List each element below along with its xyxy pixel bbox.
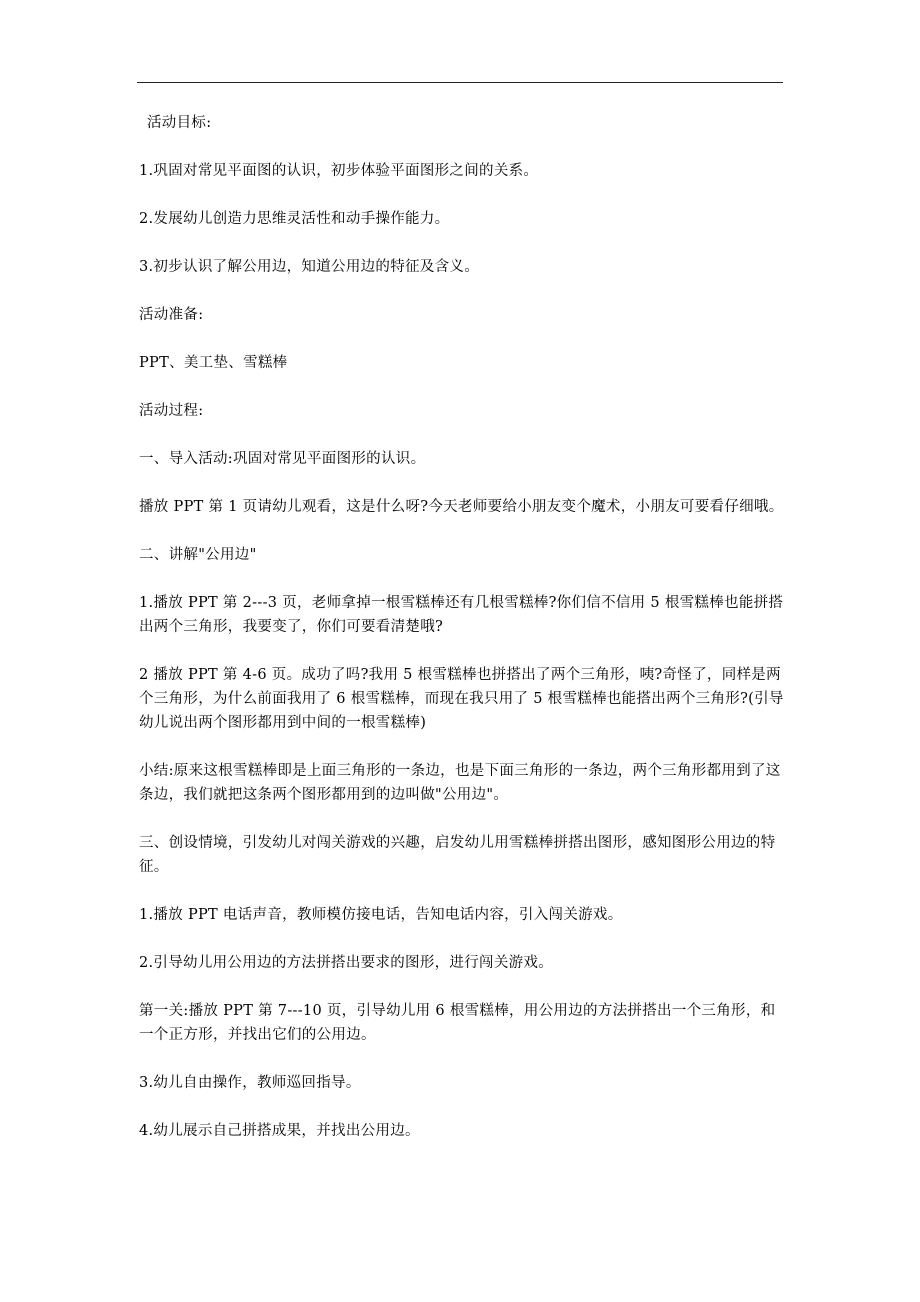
section-1-heading: 一、导入活动:巩固对常见平面图形的认识。 [139,451,426,467]
section-3-heading: 三、创设情境，引发幼儿对闯关游戏的兴趣，启发幼儿用雪糕棒拼搭出图形，感知图形公用边的特征。 [139,835,776,875]
section-3-step-3: 3.幼儿自由操作，教师巡回指导。 [139,1075,361,1091]
section-2-step-1: 1.播放 PPT 第 2---3 页，老师拿掉一根雪糕棒还有几根雪糕棒?你们信不信用 5 根雪糕棒也能拼搭出两个三角形，我要变了，你们可要看清楚哦? [139,595,784,635]
section-2-heading: 二、讲解"公用边" [139,547,257,563]
section-3-level-1: 第一关:播放 PPT 第 7---10 页，引导幼儿用 6 根雪糕棒，用公用边的方法拼搭出一个三角形，和一个正方形，并找出它们的公用边。 [139,1003,776,1043]
document-body [139,111,784,1167]
section-3-step-4: 4.幼儿展示自己拼搭成果，并找出公用边。 [139,1123,420,1139]
goal-item-3: 3.初步认识了解公用边，知道公用边的特征及含义。 [139,259,480,275]
heading-activity-preparation: 活动准备: [139,307,204,323]
section-3-step-1: 1.播放 PPT 电话声音，教师模仿接电话，告知电话内容，引入闯关游戏。 [139,907,623,923]
preparation-materials: PPT、美工垫、雪糕棒 [139,355,288,371]
section-2-step-2: 2 播放 PPT 第 4-6 页。成功了吗?我用 5 根雪糕棒也拼搭出了两个三角形，咦?奇怪了，同样是两个三角形，为什么前面我用了 6 根雪糕棒，而现在我只用了 5 根雪糕棒也能搭出两个三角形?(引导幼儿说出两个图形都用到中间的一根雪糕棒) [139,667,784,731]
section-3-step-2: 2.引导幼儿用公用边的方法拼搭出要求的图形，进行闯关游戏。 [139,955,554,971]
goal-item-2: 2.发展幼儿创造力思维灵活性和动手操作能力。 [139,211,450,227]
heading-activity-goals: 活动目标: [147,115,212,131]
header-rule [137,82,783,83]
heading-activity-process: 活动过程: [139,403,204,419]
section-1-text: 播放 PPT 第 1 页请幼儿观看，这是什么呀?今天老师要给小朋友变个魔术，小朋友可要看仔细哦。 [139,499,784,515]
goal-item-1: 1.巩固对常见平面图的认识，初步体验平面图形之间的关系。 [139,163,539,179]
section-2-summary: 小结:原来这根雪糕棒即是上面三角形的一条边，也是下面三角形的一条边，两个三角形都用到了这条边，我们就把这条两个图形都用到的边叫做"公用边"。 [139,763,781,803]
